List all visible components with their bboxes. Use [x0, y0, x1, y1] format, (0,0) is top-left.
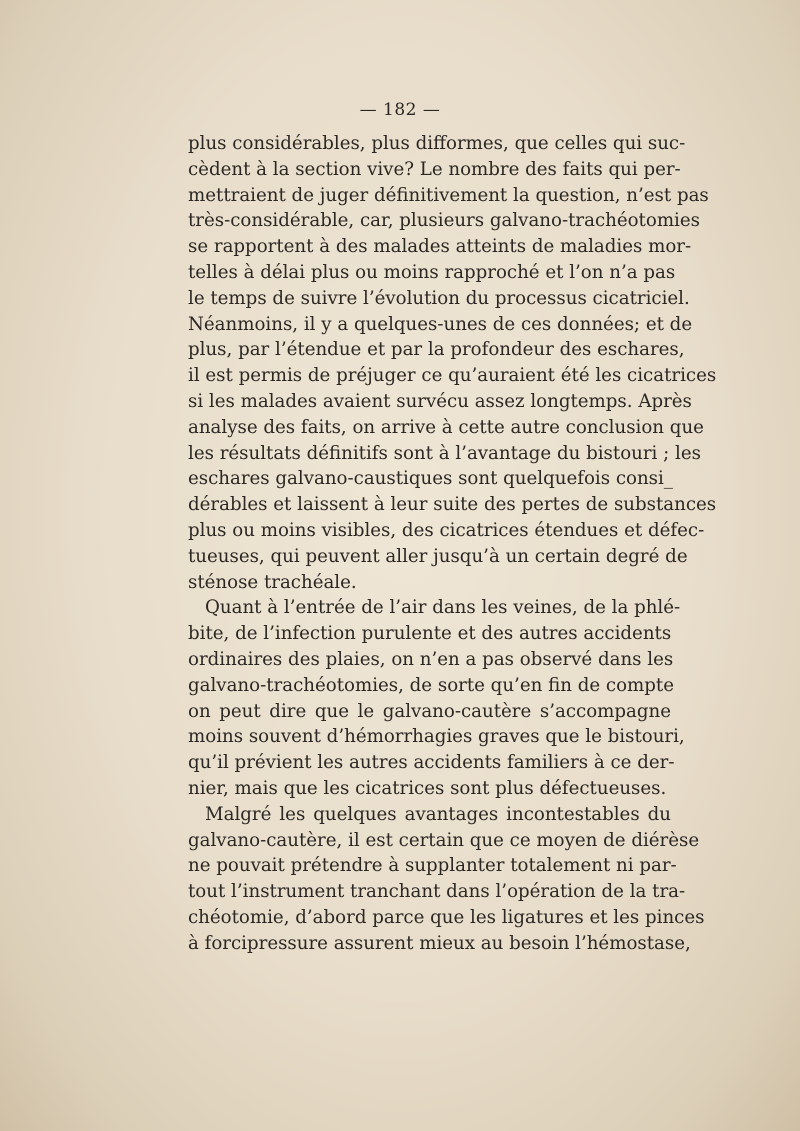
text-line: galvano-cautère, il est certain que ce moyen de diérèse	[188, 829, 700, 851]
text-line: chéotomie, d’abord parce que les ligatures et les pinces	[188, 906, 705, 928]
text-line: eschares galvano-caustiques sont quelquefois consi_	[188, 468, 673, 490]
page-number: — 182 —	[359, 100, 441, 120]
text-line: Néanmoins, il y a quelques-unes de ces données; et de	[188, 313, 693, 335]
text-line: tueuses, qui peuvent aller jusqu’à un certain degré de	[188, 545, 688, 567]
text-line: ne pouvait prétendre à supplanter totalement ni par-	[188, 855, 677, 877]
text-line: ordinaires des plaies, on n’en a pas observé dans les	[188, 648, 674, 670]
text-line: Quant à l’entrée de l’air dans les veines, de la phlé-	[205, 597, 681, 619]
text-line: Malgré les quelques avantages incontestables du	[205, 803, 671, 825]
text-line: les résultats définitifs sont à l’avantage du bistouri ; les	[188, 442, 701, 464]
text-line: le temps de suivre l’évolution du processus cicatriciel.	[188, 287, 690, 309]
text-line: analyse des faits, on arrive à cette autre conclusion que	[188, 416, 704, 438]
text-line: on peut dire que le galvano-cautère s’accompagne	[188, 700, 671, 722]
body-text	[188, 131, 717, 957]
text-line: dérables et laissent à leur suite des pertes de substances	[188, 494, 717, 516]
text-line: galvano-trachéotomies, de sorte qu’en fin de compte	[188, 674, 674, 696]
text-line: plus considérables, plus difformes, que celles qui suc-	[188, 133, 686, 154]
text-line: qu’il prévient les autres accidents familiers à ce der-	[188, 752, 675, 774]
text-line: plus, par l’étendue et par la profondeur des eschares,	[188, 339, 685, 361]
text-line: sténose trachéale.	[188, 571, 357, 593]
text-line: moins souvent d’hémorrhagies graves que le bistouri,	[188, 726, 685, 748]
text-line: il est permis de préjuger ce qu’auraient été les cicatrices	[188, 365, 717, 387]
text-line: à forcipressure assurent mieux au besoin l’hémostase,	[188, 932, 691, 954]
text-line: mettraient de juger définitivement la question, n’est pas	[188, 184, 709, 206]
text-line: cèdent à la section vive? Le nombre des faits qui per-	[188, 158, 681, 180]
text-line: plus ou moins visibles, des cicatrices étendues et défec-	[188, 519, 705, 541]
text-line: se rapportent à des malades atteints de maladies mor-	[188, 236, 692, 258]
text-line: bite, de l’infection purulente et des autres accidents	[188, 623, 672, 645]
text-line: tout l’instrument tranchant dans l’opération de la tra-	[188, 881, 686, 903]
text-line: telles à délai plus ou moins rapproché et l’on n’a pas	[188, 261, 676, 283]
text-line: très-considérable, car, plusieurs galvano-trachéotomies	[188, 210, 700, 232]
text-line: nier, mais que les cicatrices sont plus défectueuses.	[188, 777, 667, 799]
text-line: si les malades avaient survécu assez longtemps. Après	[188, 390, 692, 412]
